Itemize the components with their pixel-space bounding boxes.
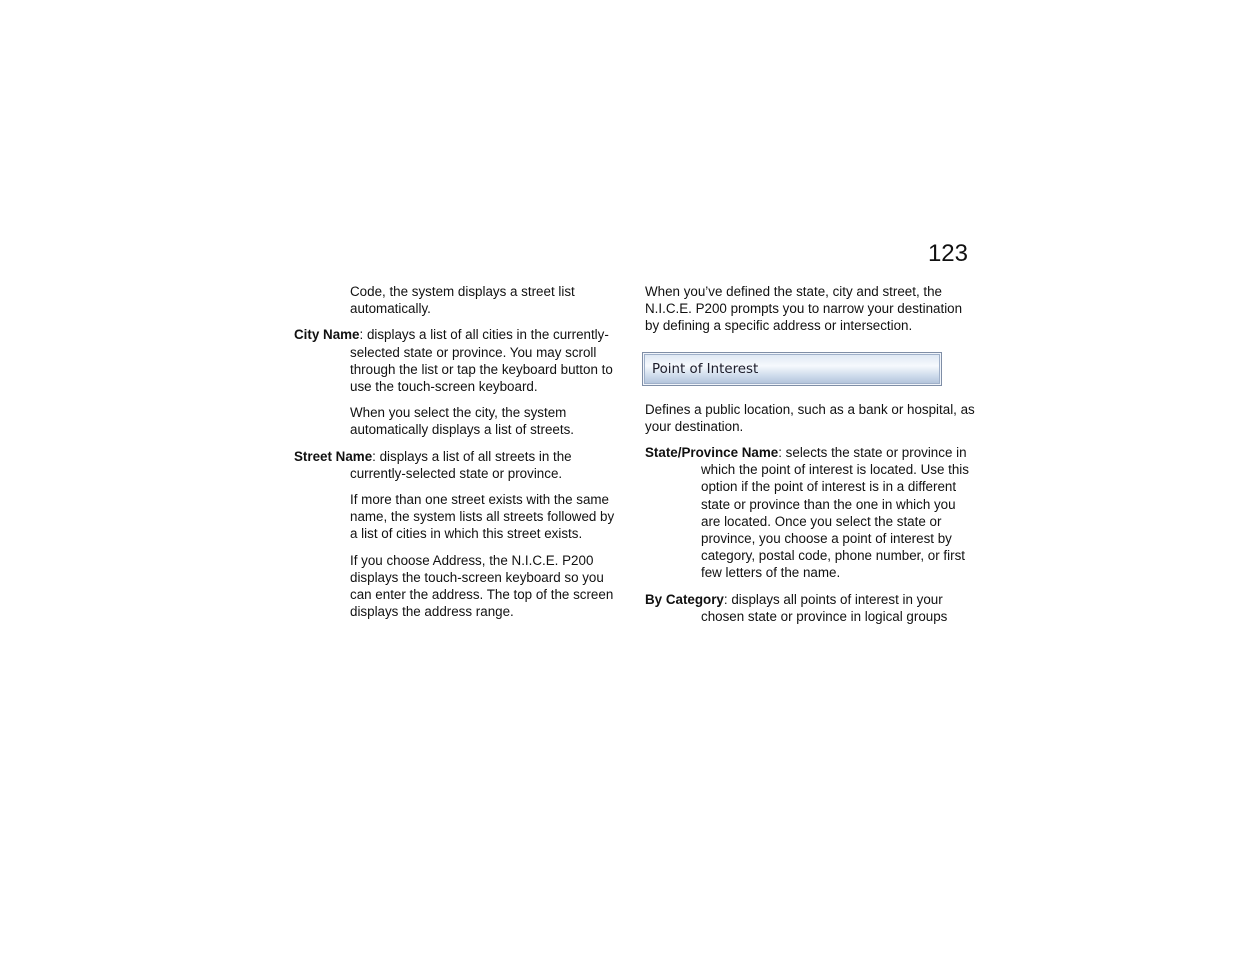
street-name-description: : displays a list of all streets in the currently-selected state or province.: [350, 448, 572, 481]
left-column: [294, 283, 624, 629]
city-name-term: City Name: [294, 327, 360, 343]
street-name-term: Street Name: [294, 448, 373, 464]
by-category-definition: [645, 591, 975, 625]
street-list-paragraph: Code, the system displays a street list automatically.: [350, 284, 575, 317]
city-name-description: : displays a list of all cities in the currently-selected state or province. You may scroll through the list or tap the keyboard button to use the touch-screen keyboard.: [350, 327, 613, 395]
city-name-definition: [294, 326, 624, 395]
state-province-name-term: State/Province Name: [645, 445, 779, 461]
narrow-destination-paragraph: When you’ve defined the state, city and street, the N.I.C.E. P200 prompts you to narrow your destination by defining a specific address or intersection.: [645, 284, 963, 334]
right-column: [645, 283, 975, 634]
state-province-name-definition: [645, 444, 975, 582]
address-entry-paragraph: If you choose Address, the N.I.C.E. P200 displays the touch-screen keyboard so you can enter the address. The top of the screen displays the address range.: [350, 552, 614, 620]
by-category-term: By Category: [645, 591, 724, 607]
street-name-definition: [294, 448, 624, 482]
page-number: 123: [927, 240, 968, 267]
poi-description-paragraph: Defines a public location, such as a bank or hospital, as your destination.: [645, 401, 975, 434]
city-selection-paragraph: When you select the city, the system automatically displays a list of streets.: [350, 405, 575, 438]
point-of-interest-button[interactable]: [642, 352, 942, 386]
state-province-name-description: : selects the state or province in which the point of interest is located. Use this option if the point of interest is in a different state or province than the one in which you are located. Once you select the state or province, you choose a point of interest by category, postal code, phone number, or first few letters of the name.: [701, 445, 969, 581]
duplicate-streets-paragraph: If more than one street exists with the same name, the system lists all streets followed by a list of cities in which this street exists.: [350, 492, 615, 542]
point-of-interest-label: Point of Interest: [652, 361, 759, 377]
by-category-description: : displays all points of interest in your chosen state or province in logical groups: [701, 591, 948, 624]
